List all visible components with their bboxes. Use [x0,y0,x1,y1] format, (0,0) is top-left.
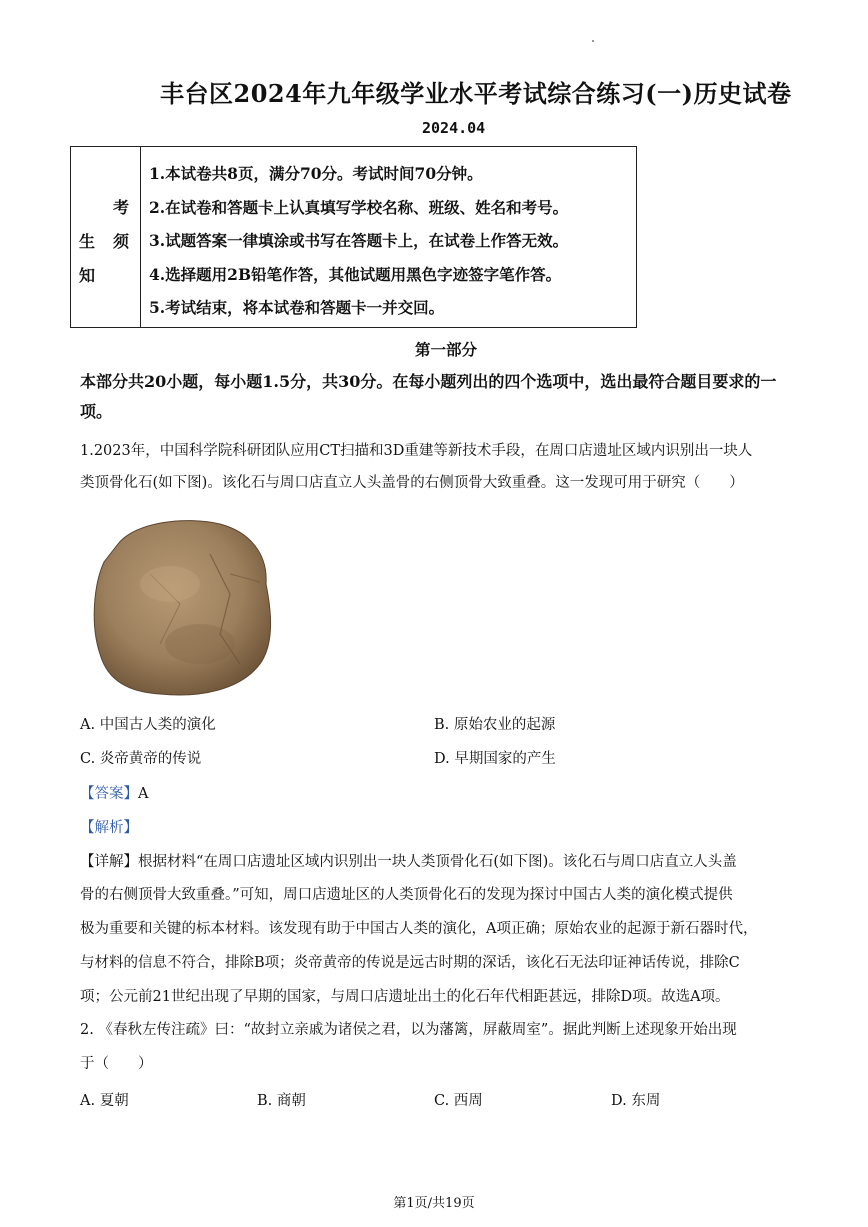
skull-fossil-image [90,514,274,700]
answer-value: A [138,786,149,802]
detail-tag: 【详解】 [80,854,138,870]
q1-detail-line: 项；公元前21世纪出现了早期的国家，与周口店遗址出土的化石年代相距甚远，排除D项。故选A项。 [80,989,730,1005]
scan-dot [592,40,594,42]
q1-detail-line [80,846,737,878]
q1-detail-line: 与材料的信息不符合，排除B项；炎帝黄帝的传说是远古时期的深话，该化石无法印证神话传说，排除C [80,955,740,971]
page-number: 第1页/共19页 [393,1196,475,1211]
q2-option-a: A. 夏朝 [80,1093,129,1109]
q1-stem-line: 1.2023年，中国科学院科研团队应用CT扫描和3D重建等新技术手段，在周口店遗址区域内识别出一块人 [80,443,753,459]
detail-text: 根据材料“在周口店遗址区域内识别出一块人类顶骨化石(如下图)。该化石与周口店直立人头盖 [138,854,737,870]
notice-label-cell [71,147,141,327]
analysis-tag: 【解析】 [80,820,138,836]
notice-items [149,157,568,325]
q2-option-b: B. 商朝 [257,1093,306,1109]
notice-label-char: 生 [79,232,96,251]
q1-option-a: A. 中国古人类的演化 [80,717,216,733]
notice-label-char: 须 [113,232,130,251]
q2-option-d: D. 东周 [611,1093,661,1109]
part-title: 第一部分 [415,340,478,359]
notice-item: 1.本试卷共8页，满分70分。考试时间70分钟。 [149,164,483,183]
notice-item: 5.考试结束，将本试卷和答题卡一并交回。 [149,298,445,317]
q1-detail-line: 极为重要和关键的标本材料。该发现有助于中国古人类的演化，A项正确；原始农业的起源于新石器时代， [80,921,758,937]
notice-item: 3.试题答案一律填涂或书写在答题卡上，在试卷上作答无效。 [149,231,569,250]
page-title: 丰台区2024年九年级学业水平考试综合练习(一)历史试卷 [160,79,792,108]
notice-label-char: 考 [113,198,130,217]
notice-label-char: 知 [79,266,96,285]
q1-answer [80,782,148,803]
notice-item: 2.在试卷和答题卡上认真填写学校名称、班级、姓名和考号。 [149,197,569,217]
answer-tag: 【答案】 [80,786,138,802]
q1-option-c: C. 炎帝黄帝的传说 [80,751,202,767]
exam-notice-table [70,146,637,328]
q1-option-d: D. 早期国家的产生 [434,751,556,767]
q2-option-c: C. 西周 [434,1093,483,1109]
exam-date: 2024.04 [422,119,486,137]
notice-item: 4.选择题用2B铅笔作答，其他试题用黑色字迹签字笔作答。 [149,264,562,284]
part-description: 本部分共20小题，每小题1.5分，共30分。在每小题列出的四个选项中，选出最符合题目要求的一项。 [80,372,777,421]
q1-detail-line: 骨的右侧顶骨大致重叠。”可知，周口店遗址区的人类顶骨化石的发现为探讨中国古人类的演化模式提供 [80,887,733,903]
q2-stem-line: 于（ ） [80,1056,153,1072]
q1-option-b: B. 原始农业的起源 [434,717,556,733]
q1-stem-line: 类顶骨化石(如下图)。该化石与周口店直立人头盖骨的右侧顶骨大致重叠。这一发现可用于研究（ ） [80,475,744,491]
q2-stem-line: 2. 《春秋左传注疏》曰：“故封立亲戚为诸侯之君，以为藩篱，屏蔽周室”。据此判断上述现象开始出现 [80,1022,737,1038]
